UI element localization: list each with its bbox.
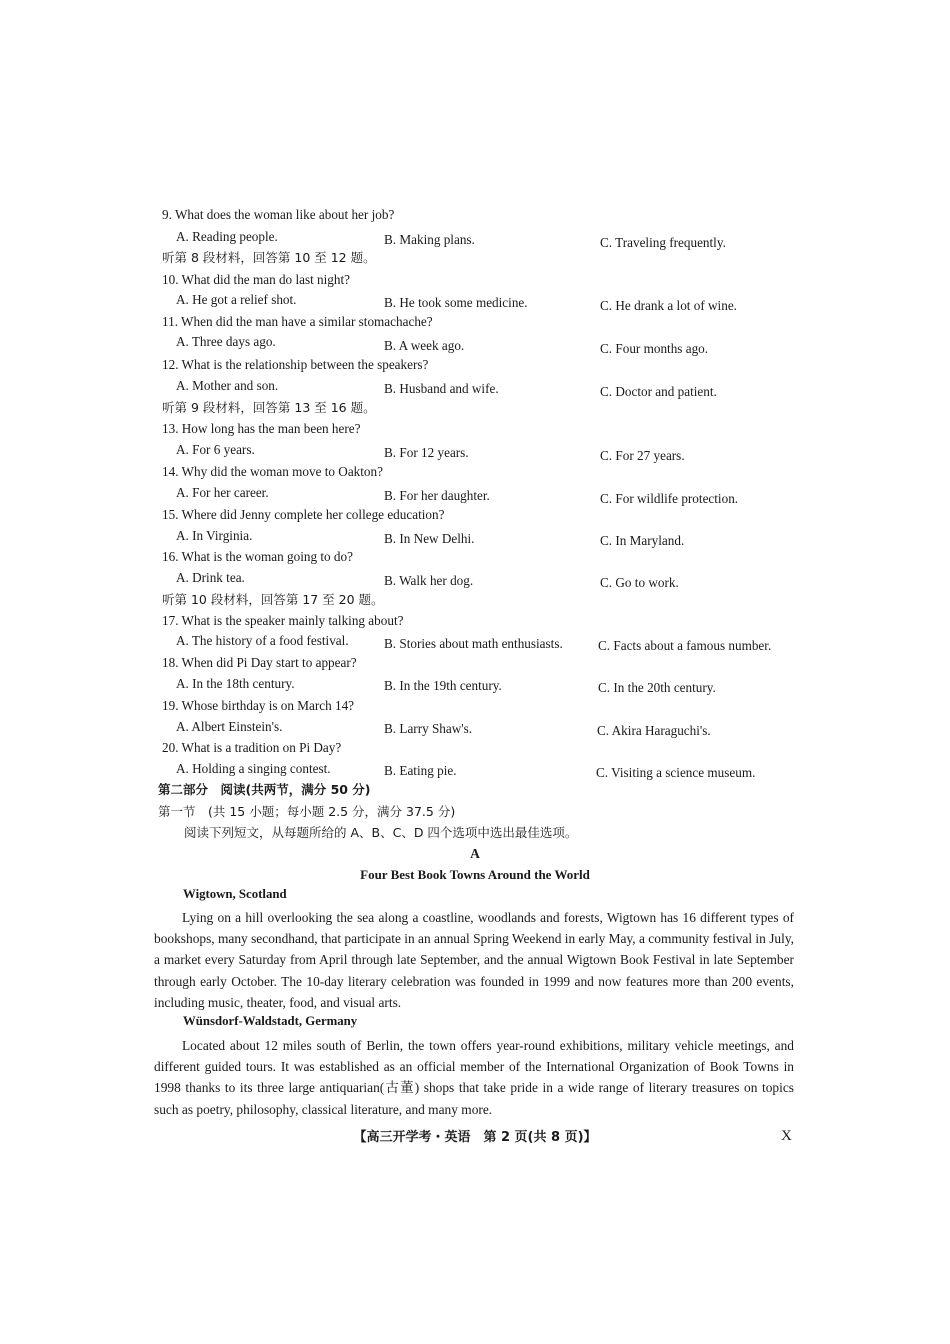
option-10b: B. He took some medicine. (384, 295, 528, 310)
page-footer: 【高三开学考・英语 第 2 页(共 8 页)】 (353, 1130, 597, 1145)
option-11c: C. Four months ago. (600, 341, 709, 356)
option-17a: A. The history of a food festival. (176, 633, 349, 648)
option-12a: A. Mother and son. (176, 378, 279, 393)
option-17c: C. Facts about a famous number. (598, 638, 772, 653)
section1-heading: 第一节 (共 15 小题；每小题 2.5 分，满分 37.5 分) (158, 804, 456, 819)
option-19a: A. Albert Einstein's. (176, 719, 283, 734)
option-13a: A. For 6 years. (176, 442, 255, 457)
question-14: 14. Why did the woman move to Oakton? (162, 464, 383, 479)
option-18b: B. In the 19th century. (384, 678, 502, 693)
question-13: 13. How long has the man been here? (162, 421, 361, 436)
option-10a: A. He got a relief shot. (176, 292, 297, 307)
option-20a: A. Holding a singing contest. (176, 761, 331, 776)
option-13b: B. For 12 years. (384, 445, 469, 460)
option-16c: C. Go to work. (600, 575, 679, 590)
question-18: 18. When did Pi Day start to appear? (162, 655, 357, 670)
option-16b: B. Walk her dog. (384, 573, 474, 588)
option-18a: A. In the 18th century. (176, 676, 295, 691)
passage-letter: A (470, 846, 480, 861)
question-16: 16. What is the woman going to do? (162, 549, 353, 564)
town-heading-wunsdorf: Wünsdorf-Waldstadt, Germany (183, 1014, 358, 1028)
option-19b: B. Larry Shaw's. (384, 721, 473, 736)
option-16a: A. Drink tea. (176, 570, 245, 585)
paragraph-wigtown: Lying on a hill overlooking the sea along a coastline, woodlands and forests, Wigtown has 16 different types of bookshops, many secondhand, that participate in an annual Spring Weekend in early May, a community festival in July, a market every Saturday from April through late September, and the annual Wigtown Book Festival in late September through early October. The 10-day literary celebration was founded in 1999 and now features more than 200 events, including music, theater, food, and visual arts. (154, 910, 794, 1010)
town-heading-wigtown: Wigtown, Scotland (183, 887, 287, 901)
option-9c: C. Traveling frequently. (600, 235, 726, 250)
question-15: 15. Where did Jenny complete her college education? (162, 507, 445, 522)
question-19: 19. Whose birthday is on March 14? (162, 698, 355, 713)
passage-title: Four Best Book Towns Around the World (360, 867, 590, 882)
question-12: 12. What is the relationship between the speakers? (162, 357, 429, 372)
option-13c: C. For 27 years. (600, 448, 685, 463)
instruction-seg10: 听第 10 段材料，回答第 17 至 20 题。 (162, 592, 384, 607)
option-18c: C. In the 20th century. (598, 680, 716, 695)
option-12c: C. Doctor and patient. (600, 384, 717, 399)
question-20: 20. What is a tradition on Pi Day? (162, 740, 342, 755)
part2-title: 第二部分 阅读(共两节，满分 50 分) (158, 782, 371, 797)
option-17b: B. Stories about math enthusiasts. (384, 636, 563, 651)
option-12b: B. Husband and wife. (384, 381, 499, 396)
reading-directions: 阅读下列短文，从每题所给的 A、B、C、D 四个选项中选出最佳选项。 (184, 825, 578, 840)
option-11b: B. A week ago. (384, 338, 465, 353)
option-14a: A. For her career. (176, 485, 269, 500)
option-9b: B. Making plans. (384, 232, 475, 247)
option-15b: B. In New Delhi. (384, 531, 475, 546)
option-9a: A. Reading people. (176, 229, 278, 244)
option-11a: A. Three days ago. (176, 334, 276, 349)
instruction-seg9: 听第 9 段材料，回答第 13 至 16 题。 (162, 400, 376, 415)
question-17: 17. What is the speaker mainly talking about? (162, 613, 404, 628)
option-14c: C. For wildlife protection. (600, 491, 739, 506)
option-20c: C. Visiting a science museum. (596, 765, 756, 780)
option-10c: C. He drank a lot of wine. (600, 298, 737, 313)
option-15a: A. In Virginia. (176, 528, 253, 543)
question-11: 11. When did the man have a similar stomachache? (162, 314, 433, 329)
question-9: 9. What does the woman like about her job? (162, 207, 395, 222)
option-19c: C. Akira Haraguchi's. (597, 723, 711, 738)
option-20b: B. Eating pie. (384, 763, 457, 778)
option-14b: B. For her daughter. (384, 488, 490, 503)
option-15c: C. In Maryland. (600, 533, 685, 548)
instruction-seg8: 听第 8 段材料，回答第 10 至 12 题。 (162, 250, 376, 265)
paragraph-wunsdorf: Located about 12 miles south of Berlin, the town offers year-round exhibitions, military vehicle meetings, and different guided tours. It was established as an official member of the International Organization of Book Towns in 1998 thanks to its three large antiquarian(古董) shops that take pride in a wide range of literary treasures on topics such as poetry, philosophy, classical literature, and many more. (154, 1038, 794, 1117)
question-10: 10. What did the man do last night? (162, 272, 351, 287)
page-mark: X (781, 1128, 792, 1144)
